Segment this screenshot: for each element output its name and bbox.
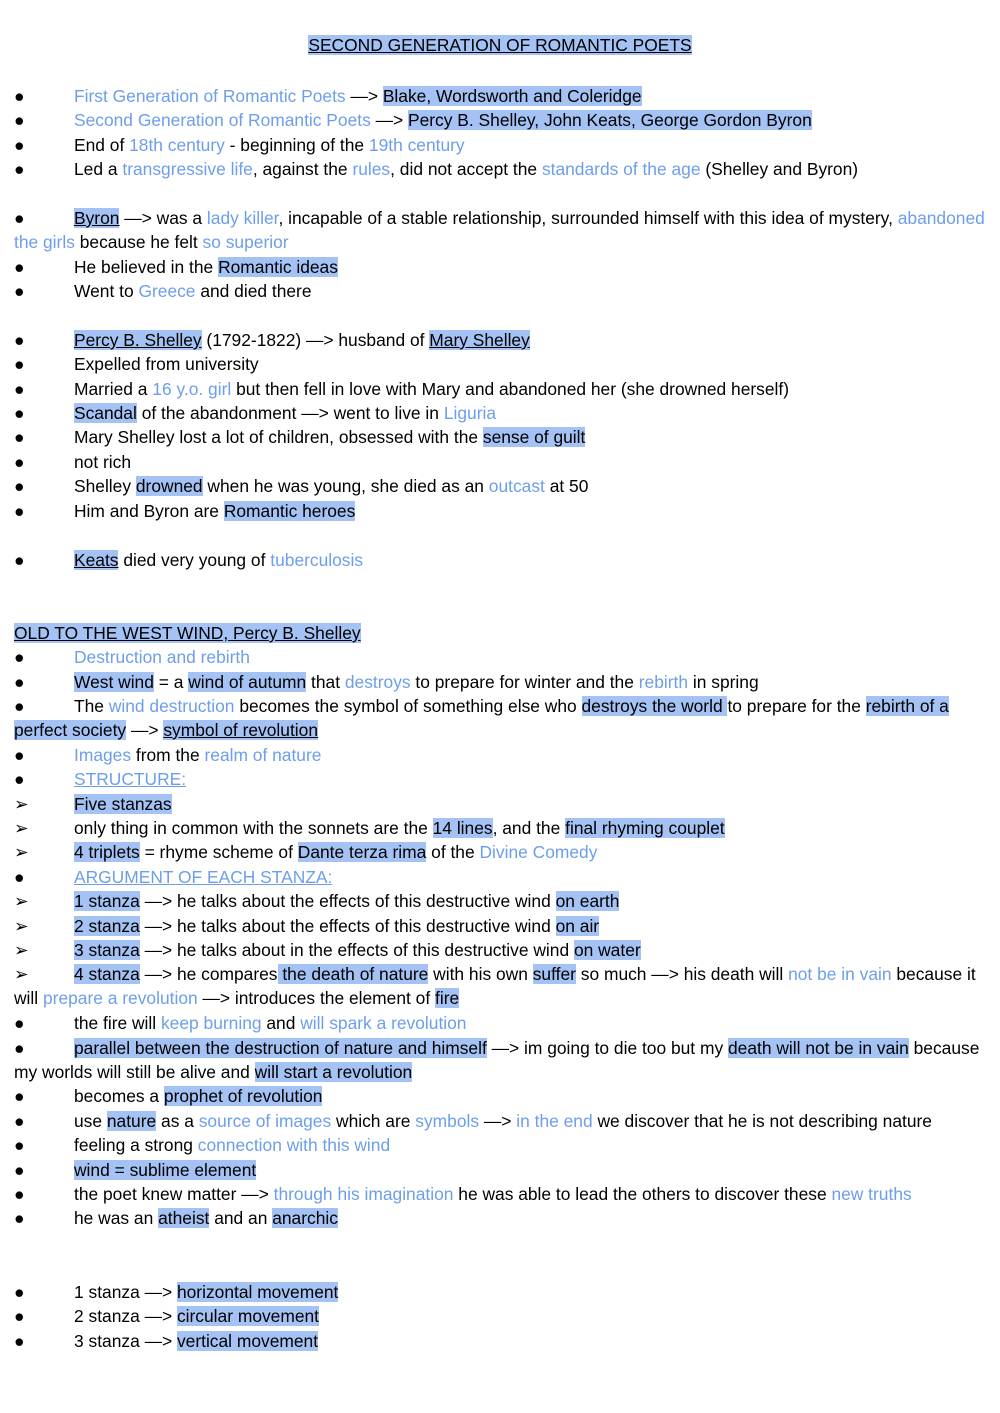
list-item — [14, 474, 992, 498]
emphasis-text: 18th century — [129, 135, 225, 155]
page-title — [0, 35, 1000, 56]
emphasis-text: Liguria — [443, 403, 497, 423]
list-item — [14, 962, 992, 1010]
note-text: - beginning of the — [224, 135, 369, 155]
note-text: 3 stanza —> — [74, 1331, 177, 1351]
list-item — [14, 328, 992, 352]
note-text: as a — [156, 1111, 199, 1131]
note-text: from the — [131, 745, 205, 765]
note-text: of the — [426, 842, 480, 862]
note-text: use — [74, 1111, 107, 1131]
bullet-icon: ● — [14, 86, 25, 106]
highlighted-text: Dante terza rima — [297, 842, 427, 862]
highlighted-text: sense of guilt — [482, 427, 586, 447]
list-item — [14, 425, 992, 449]
emphasis-text: First Generation of Romantic Poets — [74, 86, 346, 106]
highlighted-text: parallel between the destruction of nature and himself — [74, 1038, 487, 1058]
note-text: of the abandonment —> went to live in — [136, 403, 444, 423]
emphasis-text: so superior — [202, 232, 289, 252]
bullet-icon: ● — [14, 110, 25, 130]
emphasis-text: will spark a revolution — [300, 1013, 467, 1033]
highlighted-text: will start a revolution — [254, 1062, 413, 1082]
bullet-icon: ● — [14, 867, 25, 887]
highlighted-text: the death of nature — [277, 964, 429, 984]
bullet-icon: ● — [14, 257, 25, 277]
list-item — [14, 1084, 992, 1108]
highlighted-text: prophet of revolution — [163, 1086, 323, 1106]
note-text: to prepare for the — [727, 696, 866, 716]
note-text: —> was a — [119, 208, 207, 228]
note-text: 2 stanza —> — [74, 1306, 177, 1326]
highlighted-text: death will not be in vain — [728, 1038, 909, 1058]
bullet-icon: ● — [14, 159, 25, 179]
highlighted-text: Percy B. Shelley — [74, 330, 202, 350]
note-text: 1 stanza —> — [74, 1282, 177, 1302]
highlighted-text: vertical movement — [176, 1331, 319, 1351]
list-item — [14, 133, 992, 157]
list-item — [14, 1109, 992, 1133]
list-item — [14, 1036, 992, 1084]
bullet-icon: ● — [14, 1135, 25, 1155]
highlighted-text: Percy B. Shelley, John Keats, George Gordon Byron — [408, 110, 812, 130]
highlighted-text: Mary Shelley — [429, 330, 530, 350]
highlighted-text: Blake, Wordsworth and Coleridge — [382, 86, 642, 106]
list-item — [14, 840, 992, 864]
bullet-icon: ● — [14, 501, 25, 521]
emphasis-text: prepare a revolution — [42, 988, 198, 1008]
emphasis-text: Divine Comedy — [479, 842, 598, 862]
emphasis-text: 16 y.o. girl — [152, 379, 232, 399]
note-text: the fire will — [74, 1013, 161, 1033]
highlighted-text: on earth — [555, 891, 620, 911]
note-text: and died there — [195, 281, 312, 301]
note-text: but then fell in love with Mary and abandoned her (she drowned herself) — [231, 379, 790, 399]
list-item — [14, 377, 992, 401]
note-text: and an — [209, 1208, 273, 1228]
highlighted-text: Keats — [74, 550, 119, 570]
highlighted-text: on air — [555, 916, 600, 936]
bullet-icon: ● — [14, 330, 25, 350]
highlighted-text: wind of autumn — [188, 672, 307, 692]
emphasis-text: through his imagination — [273, 1184, 454, 1204]
list-item — [14, 670, 992, 694]
highlighted-text: 2 stanza — [74, 916, 140, 936]
note-text: —> he talks about in the effects of this destructive wind — [139, 940, 574, 960]
emphasis-text: lady killer — [206, 208, 279, 228]
bullet-icon: ● — [14, 427, 25, 447]
bullet-icon: ● — [14, 354, 25, 374]
note-text: because he felt — [74, 232, 203, 252]
highlighted-text: drowned — [135, 476, 203, 496]
list-item — [14, 157, 992, 181]
emphasis-text: standards of the age — [541, 159, 701, 179]
highlighted-text: 1 stanza — [74, 891, 140, 911]
highlighted-text: Five stanzas — [74, 794, 172, 814]
bullet-icon: ● — [14, 281, 25, 301]
list-item — [14, 865, 992, 889]
note-text: only thing in common with the sonnets are the — [74, 818, 433, 838]
bullet-icon: ● — [14, 1306, 25, 1326]
emphasis-text: not be in vain — [788, 964, 892, 984]
list-item — [14, 938, 992, 962]
note-text: The — [74, 696, 109, 716]
emphasis-text: Second Generation of Romantic Poets — [74, 110, 371, 130]
note-text: —> — [479, 1111, 517, 1131]
note-text: feeling a strong — [74, 1135, 198, 1155]
note-text: the poet knew matter —> — [74, 1184, 274, 1204]
highlighted-text: 14 lines — [432, 818, 493, 838]
highlighted-text: Romantic heroes — [223, 501, 356, 521]
emphasis-text: symbols — [415, 1111, 480, 1131]
highlighted-text: rebirth of a perfect society — [14, 696, 949, 740]
emphasis-text: 19th century — [368, 135, 465, 155]
arrow-bullet-icon: ➢ — [14, 818, 29, 838]
emphasis-text: STRUCTURE: — [74, 769, 187, 789]
section-heading — [14, 621, 992, 645]
note-text: so much —> his death will — [575, 964, 789, 984]
arrow-bullet-icon: ➢ — [14, 964, 29, 984]
arrow-bullet-icon: ➢ — [14, 940, 29, 960]
arrow-bullet-icon: ➢ — [14, 916, 29, 936]
arrow-bullet-icon: ➢ — [14, 842, 29, 862]
note-text: —> im going to die too but my — [486, 1038, 728, 1058]
highlighted-text: final rhyming couplet — [565, 818, 725, 838]
list-item — [14, 816, 992, 840]
bullet-icon: ● — [14, 1160, 25, 1180]
list-item — [14, 84, 992, 108]
note-text: —> — [126, 720, 164, 740]
note-text: to prepare for winter and the — [410, 672, 639, 692]
note-text: —> he talks about the effects of this destructive wind — [139, 916, 556, 936]
highlighted-text: suffer — [532, 964, 576, 984]
highlighted-text: 4 triplets — [74, 842, 140, 862]
list-item — [14, 279, 992, 303]
highlighted-text: OLD TO THE WEST WIND, Percy B. Shelley — [14, 623, 361, 643]
bullet-icon: ● — [14, 745, 25, 765]
emphasis-text: new truths — [831, 1184, 912, 1204]
note-text: Expelled from university — [74, 354, 259, 374]
note-text: with his own — [428, 964, 533, 984]
highlighted-text: 4 stanza — [74, 964, 140, 984]
highlighted-text: horizontal movement — [176, 1282, 339, 1302]
emphasis-text: Images — [74, 745, 132, 765]
list-item — [14, 1304, 992, 1328]
bullet-icon: ● — [14, 1184, 25, 1204]
note-text: Married a — [74, 379, 153, 399]
emphasis-text: connection with this wind — [197, 1135, 391, 1155]
list-item — [14, 108, 992, 132]
arrow-bullet-icon: ➢ — [14, 891, 29, 911]
emphasis-text: keep burning — [160, 1013, 262, 1033]
note-text: —> — [345, 86, 383, 106]
highlighted-text: West wind — [74, 672, 154, 692]
list-item — [14, 694, 992, 742]
list-item — [14, 450, 992, 474]
bullet-icon: ● — [14, 476, 25, 496]
bullet-icon: ● — [14, 672, 25, 692]
note-text: becomes a — [74, 1086, 164, 1106]
note-text: because my worlds will still be alive and — [14, 1038, 980, 1082]
page-title-text: SECOND GENERATION OF ROMANTIC POETS — [308, 35, 692, 55]
bullet-icon: ● — [14, 1086, 25, 1106]
note-text: he was an — [74, 1208, 159, 1228]
note-text: in spring — [688, 672, 759, 692]
highlighted-text: nature — [106, 1111, 157, 1131]
note-text: died very young of — [118, 550, 271, 570]
emphasis-text: in the end — [516, 1111, 593, 1131]
note-text: —> he talks about the effects of this destructive wind — [139, 891, 556, 911]
bullet-icon: ● — [14, 135, 25, 155]
note-text: (1792-1822) —> husband of — [201, 330, 430, 350]
highlighted-text: atheist — [158, 1208, 210, 1228]
note-text: and — [261, 1013, 301, 1033]
list-item — [14, 645, 992, 669]
bullet-icon: ● — [14, 1208, 25, 1228]
bullet-icon: ● — [14, 403, 25, 423]
list-item — [14, 401, 992, 425]
list-item — [14, 1133, 992, 1157]
emphasis-text: destroys — [344, 672, 411, 692]
list-item — [14, 1280, 992, 1304]
bullet-icon: ● — [14, 1013, 25, 1033]
list-item — [14, 743, 992, 767]
bullet-icon: ● — [14, 1331, 25, 1351]
note-text: Led a — [74, 159, 123, 179]
note-text: Him and Byron are — [74, 501, 224, 521]
emphasis-text: wind destruction — [108, 696, 235, 716]
note-text: He believed in the — [74, 257, 219, 277]
note-text: = rhyme scheme of — [139, 842, 298, 862]
highlighted-text: Scandal — [74, 403, 137, 423]
list-item — [14, 1206, 992, 1230]
list-item — [14, 767, 992, 791]
note-text: , incapable of a stable relationship, surrounded himself with this idea of mystery, — [278, 208, 898, 228]
list-item — [14, 548, 992, 572]
highlighted-text: Romantic ideas — [218, 257, 338, 277]
list-item — [14, 499, 992, 523]
note-text: he was able to lead the others to discover these — [453, 1184, 832, 1204]
note-text: which are — [331, 1111, 416, 1131]
emphasis-text: Greece — [138, 281, 196, 301]
arrow-bullet-icon: ➢ — [14, 794, 29, 814]
note-text: not rich — [74, 452, 132, 472]
list-item — [14, 914, 992, 938]
note-text: at 50 — [544, 476, 589, 496]
note-text: —> he compares — [139, 964, 278, 984]
note-text: Mary Shelley lost a lot of children, obsessed with the — [74, 427, 483, 447]
highlighted-text: fire — [435, 988, 460, 1008]
list-item — [14, 352, 992, 376]
note-text: becomes the symbol of something else who — [234, 696, 582, 716]
note-text: , against the — [252, 159, 353, 179]
note-text: , did not accept the — [390, 159, 542, 179]
bullet-icon: ● — [14, 452, 25, 472]
emphasis-text: Destruction and rebirth — [74, 647, 250, 667]
list-item — [14, 1011, 992, 1035]
emphasis-text: tuberculosis — [270, 550, 364, 570]
list-item — [14, 792, 992, 816]
note-text: Shelley — [74, 476, 136, 496]
bullet-icon: ● — [14, 1038, 25, 1058]
note-text: , and the — [492, 818, 566, 838]
highlighted-text: 3 stanza — [74, 940, 140, 960]
note-text: —> introduces the element of — [197, 988, 435, 1008]
note-text: we discover that he is not describing nature — [592, 1111, 932, 1131]
bullet-icon: ● — [14, 769, 25, 789]
list-item — [14, 1158, 992, 1182]
highlighted-text: Byron — [74, 208, 120, 228]
note-text: because it will — [14, 964, 976, 1008]
list-item — [14, 206, 992, 254]
list-item — [14, 889, 992, 913]
emphasis-text: rules — [352, 159, 391, 179]
bullet-icon: ● — [14, 1111, 25, 1131]
emphasis-text: realm of nature — [204, 745, 322, 765]
note-text: (Shelley and Byron) — [700, 159, 859, 179]
emphasis-text: abandoned the girls — [14, 208, 985, 252]
bullet-icon: ● — [14, 1282, 25, 1302]
bullet-icon: ● — [14, 647, 25, 667]
emphasis-text: ARGUMENT OF EACH STANZA: — [74, 867, 333, 887]
list-item — [14, 255, 992, 279]
note-text: End of — [74, 135, 130, 155]
emphasis-text: transgressive life — [122, 159, 253, 179]
highlighted-text: circular movement — [176, 1306, 320, 1326]
list-item — [14, 1329, 992, 1353]
note-text: when he was young, she died as an — [202, 476, 489, 496]
bullet-icon: ● — [14, 379, 25, 399]
highlighted-text: anarchic — [272, 1208, 338, 1228]
note-text: that — [306, 672, 345, 692]
highlighted-text: symbol of revolution — [163, 720, 318, 740]
emphasis-text: rebirth — [638, 672, 689, 692]
list-item — [14, 1182, 992, 1206]
bullet-icon: ● — [14, 550, 25, 570]
bullet-icon: ● — [14, 208, 25, 228]
note-text: = a — [153, 672, 189, 692]
highlighted-text: on water — [573, 940, 641, 960]
note-text: —> — [370, 110, 408, 130]
highlighted-text: wind = sublime element — [74, 1160, 257, 1180]
highlighted-text: destroys the world — [581, 696, 728, 716]
emphasis-text: source of images — [198, 1111, 332, 1131]
note-text: Went to — [74, 281, 139, 301]
bullet-icon: ● — [14, 696, 25, 716]
emphasis-text: outcast — [488, 476, 545, 496]
